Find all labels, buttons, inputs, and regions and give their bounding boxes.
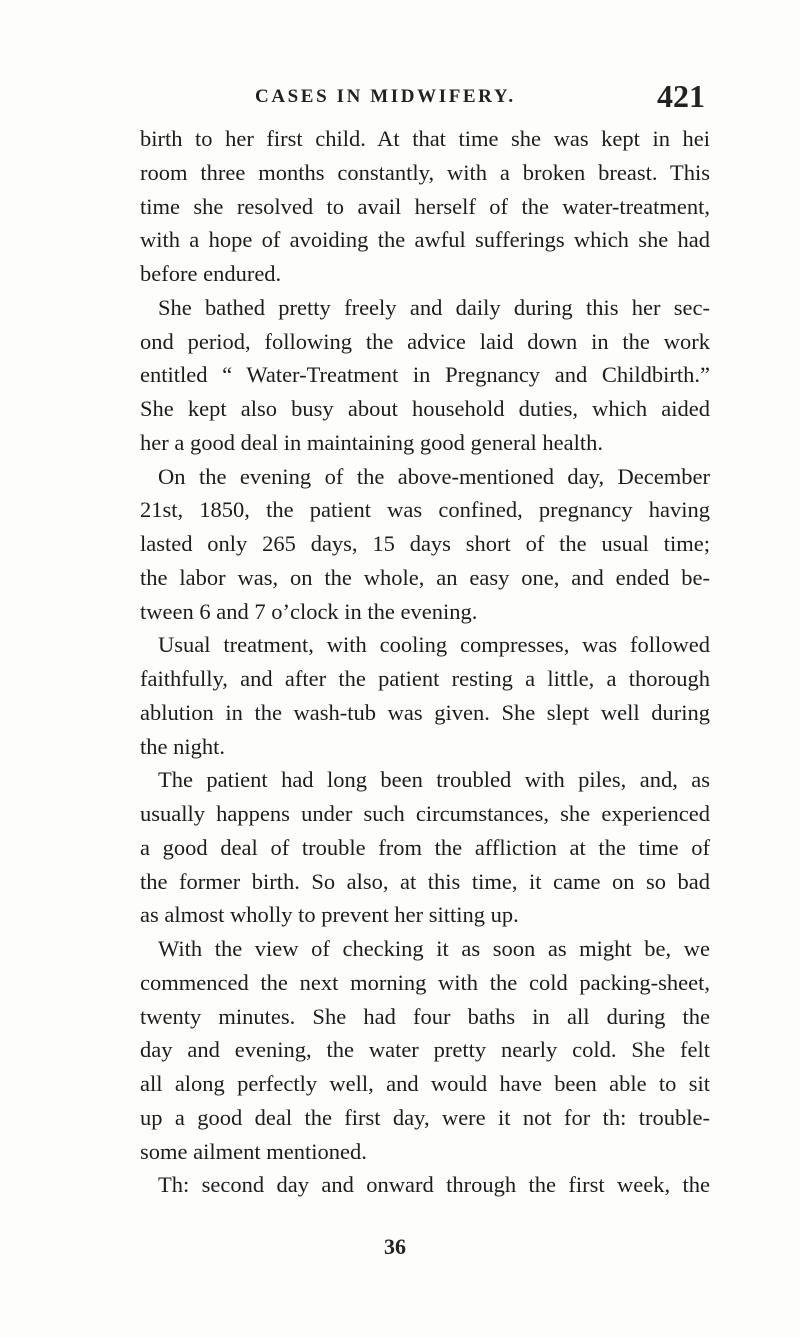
text-line: day and evening, the water pretty nearly cold. She felt — [140, 1037, 710, 1063]
text-line: usually happens under such circumstances, she experienced — [140, 801, 710, 826]
text-line: On the evening of the above-mentioned day, December — [158, 463, 710, 489]
text-line: faithfully, and after the patient resting a little, a thorough — [140, 666, 710, 691]
text-line: all along perfectly well, and would have been able to sit — [140, 1071, 710, 1096]
page-number: 421 — [657, 78, 705, 114]
text-line: She bathed pretty freely and daily during this her sec- — [158, 294, 710, 320]
text-line: time she resolved to avail herself of the water-treatment, — [140, 193, 710, 219]
text-line: up a good deal the first day, were it not for th: trouble- — [140, 1104, 710, 1130]
signature-mark: 36 — [384, 1234, 406, 1259]
text-line: her a good deal in maintaining good general health. — [140, 429, 603, 455]
text-line: twenty minutes. She had four baths in all during the — [140, 1003, 710, 1029]
text-line: tween 6 and 7 o’clock in the evening. — [140, 598, 478, 624]
text-line: ond period, following the advice laid down in the work — [140, 328, 710, 354]
text-line: With the view of checking it as soon as might be, we — [158, 936, 710, 961]
text-line: the former birth. So also, at this time, it came on so bad — [140, 868, 710, 894]
running-head — [145, 78, 705, 118]
running-title: CASES IN MIDWIFERY. — [255, 86, 516, 107]
text-line: ablution in the wash-tub was given. She slept well during — [140, 699, 710, 725]
text-line: commenced the next morning with the cold packing-sheet, — [140, 969, 710, 995]
text-line: Th: second day and onward through the first week, the — [158, 1172, 710, 1198]
text-line: The patient had long been troubled with piles, and, as — [158, 767, 710, 793]
text-line: 21st, 1850, the patient was confined, pregnancy having — [140, 497, 710, 523]
text-line: as almost wholly to prevent her sitting up. — [140, 902, 519, 928]
text-line: a good deal of trouble from the affliction at the time of — [140, 834, 710, 860]
text-line: the labor was, on the whole, an easy one, and ended be- — [140, 564, 710, 590]
text-line: the night. — [140, 733, 225, 759]
text-line: lasted only 265 days, 15 days short of the usual time; — [140, 531, 710, 556]
text-line: room three months constantly, with a broken breast. This — [140, 159, 710, 185]
text-line: with a hope of avoiding the awful sufferings which she had — [140, 227, 710, 253]
text-line: entitled “ Water-Treatment in Pregnancy and Childbirth.” — [140, 362, 710, 388]
text-line: some ailment mentioned. — [140, 1138, 367, 1164]
body-text — [140, 122, 710, 1202]
text-line: Usual treatment, with cooling compresses, was followed — [158, 632, 710, 658]
text-line: She kept also busy about household duties, which aided — [140, 396, 710, 421]
text-line: birth to her first child. At that time she was kept in hei — [140, 126, 710, 151]
text-line: before endured. — [140, 261, 282, 286]
